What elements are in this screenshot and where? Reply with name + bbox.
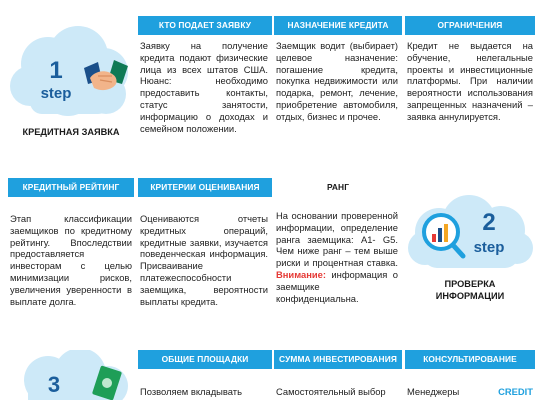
header-rank: РАНГ [326, 182, 350, 192]
header-common-platforms: ОБЩИЕ ПЛОЩАДКИ [138, 350, 272, 369]
text-common-platforms: Позволяем вкладывать [140, 386, 242, 397]
text-credit-purpose: Заемщик водит (выбирает) целевое назначение: погашение кредита, покупка недвижимости или подарка, ремонт, лечение, приобретение автомобиля, отдых, бизнес и прочее. [276, 40, 398, 122]
header-who-applies: КТО ПОДАЕТ ЗАЯВКУ [138, 16, 272, 35]
step2-caption [405, 278, 535, 302]
header-credit-purpose: НАЗНАЧЕНИЕ КРЕДИТА [274, 16, 402, 35]
step2-caption-line1: ПРОВЕРКА [444, 279, 496, 289]
header-credit-rating: КРЕДИТНЫЙ РЕЙТИНГ [8, 178, 134, 197]
consulting-credit-word: CREDIT [498, 386, 533, 397]
text-credit-rating: Этап классификации заемщиков по кредитному рейтингу. Впоследствии предоставляется инвесторам с целью минимизации рисков, увеличения уверенности в выплате долга. [10, 213, 132, 307]
consulting-text-main: Менеджеры [407, 386, 460, 397]
step1-caption: КРЕДИТНАЯ ЗАЯВКА [22, 127, 120, 137]
step3-number: 3 [47, 372, 61, 397]
step3-cloud [8, 350, 134, 400]
header-consulting: КОНСУЛЬТИРОВАНИЕ [405, 350, 535, 369]
header-limitations: ОГРАНИЧЕНИЯ [405, 16, 535, 35]
text-rank [276, 210, 398, 345]
step1-word: step [40, 85, 72, 102]
text-who-applies: Заявку на получение кредита подают физические лица из всех штатов США. Нюанс: необходимо предоставить контакты, статус занятости, информацию о доходах и семейном положении. [140, 40, 268, 134]
rank-warning-text: информация о заемщике конфиденциальна. [276, 268, 398, 304]
step1-number: 1 [49, 57, 63, 84]
step2-number: 2 [482, 209, 496, 236]
header-investment-sum: СУММА ИНВЕСТИРОВАНИЯ [274, 350, 402, 369]
step2-caption-line2: ИНФОРМАЦИИ [435, 291, 505, 301]
text-consulting [407, 386, 533, 400]
rank-warning-label: Внимание: [276, 268, 326, 280]
rank-text-main: На основании проверенной информации, определение ранга заемщика: A1- G5. Чем ниже ранг – тем выше риски и процентная ставка. [276, 210, 398, 269]
text-limitations: Кредит не выдается на обучение, нелегальные проекты и инвестиционные платформы. При наличии вероятности использования запрещенных назначений – заявка аннулируется. [407, 40, 533, 122]
text-evaluation-criteria: Оцениваются отчеты кредитных операций, кредитные заявки, изучается поведенческая информация. Присваивание платежеспособности заемщика, вероятности выплаты кредита. [140, 213, 268, 307]
step2-word: step [473, 239, 505, 256]
header-evaluation-criteria: КРИТЕРИИ ОЦЕНИВАНИЯ [138, 178, 272, 197]
step1-cloud [8, 22, 134, 120]
step2-cloud [405, 192, 535, 274]
text-investment-sum: Самостоятельный выбор [276, 386, 386, 397]
